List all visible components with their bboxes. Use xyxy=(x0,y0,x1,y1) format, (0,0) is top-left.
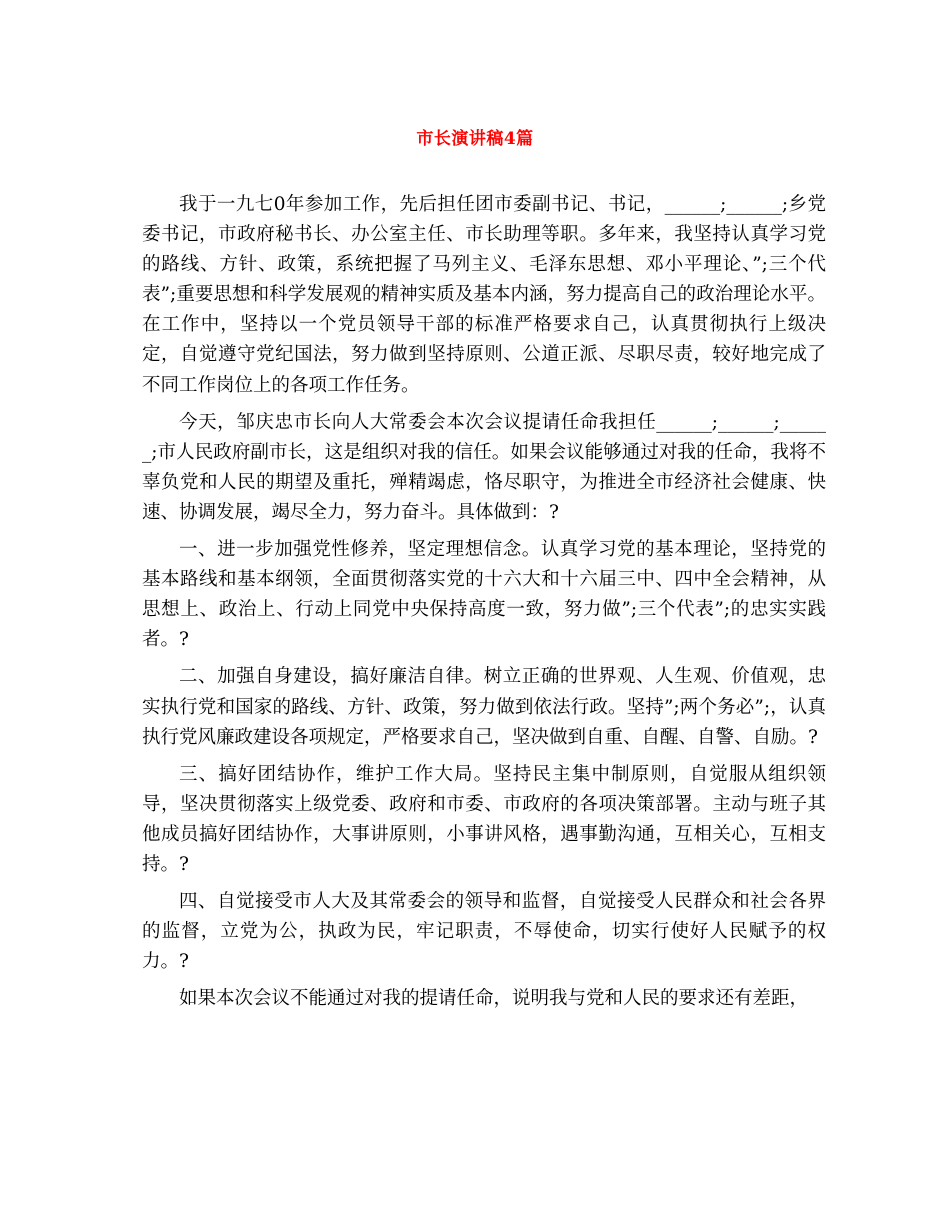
document-title: 市长演讲稿4篇 xyxy=(416,129,534,149)
paragraph: 二、加强自身建设，搞好廉洁自律。树立正确的世界观、人生观、价值观，忠实执行党和国家的路线、方针、政策，努力做到依法行政。坚持”;两个务必”;，认真执行党风廉政建设各项规定，严格要求自己，坚决做到自重、自醒、自警、自励。? xyxy=(142,666,826,748)
paragraph: 如果本次会议不能通过对我的提请任命，说明我与党和人民的要求还有差距， xyxy=(179,988,809,1010)
paragraph: 今天，邹庆忠市长向人大常委会本次会议提请任命我担任______;______;______;市人民政府副市长，这是组织对我的信任。如果会议能够通过对我的任命，我将不辜负党和人民的期望及重托，殚精竭虑，恪尽职守，为推进全市经济社会健康、快速、协调发展，竭尽全力，努力奋斗。具体做到：? xyxy=(142,411,826,523)
paragraph: 我于一九七0年参加工作，先后担任团市委副书记、书记，______;______;乡党委书记，市政府秘书长、办公室主任、市长助理等职。多年来，我坚持认真学习党的路线、方针、政策，系统把握了马列主义、毛泽东思想、邓小平理论、”;三个代表”;重要思想和科学发展观的精神实质及基本内涵，努力提高自己的政治理论水平。在工作中，坚持以一个党员领导干部的标准严格要求自己，认真贯彻执行上级决定，自觉遵守党纪国法，努力做到坚持原则、公道正派、尽职尽责，较好地完成了不同工作岗位上的各项工作任务。 xyxy=(142,194,826,396)
paragraph: 四、自觉接受市人大及其常委会的领导和监督，自觉接受人民群众和社会各界的监督，立党为公，执政为民，牢记职责，不辱使命，切实行使好人民赋予的权力。? xyxy=(142,891,826,973)
paragraph: 三、搞好团结协作，维护工作大局。坚持民主集中制原则，自觉服从组织领导，坚决贯彻落实上级党委、政府和市委、市政府的各项决策部署。主动与班子其他成员搞好团结协作，大事讲原则，小事讲风格，遇事勤沟通，互相关心，互相支持。? xyxy=(142,763,826,875)
document-body xyxy=(142,190,826,1021)
paragraph: 一、进一步加强党性修养，坚定理想信念。认真学习党的基本理论，坚持党的基本路线和基本纲领，全面贯彻落实党的十六大和十六届三中、四中全会精神，从思想上、政治上、行动上同党中央保持高度一致，努力做”;三个代表”;的忠实实践者。? xyxy=(142,539,826,651)
